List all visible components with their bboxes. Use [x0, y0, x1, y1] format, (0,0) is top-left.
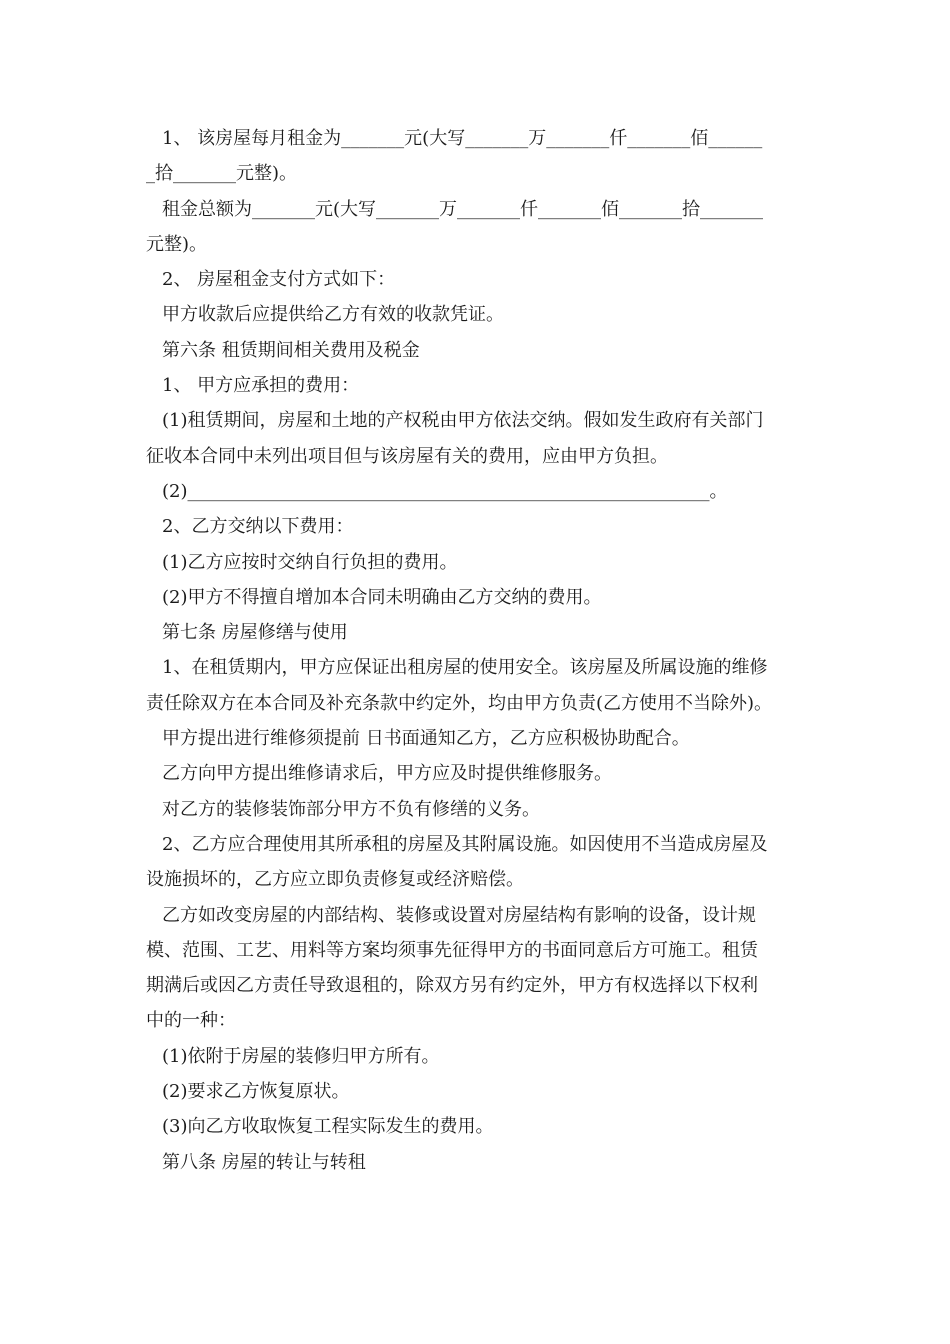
document-body — [146, 121, 812, 1180]
text-line: 第七条 房屋修缮与使用 — [162, 622, 348, 644]
text-line: 第六条 租赁期间相关费用及税金 — [162, 339, 420, 361]
text-line: 1、 该房屋每月租金为_______元(大写_______万_______仟_______佰______ — [162, 128, 763, 149]
text-line: 模、范围、工艺、用料等方案均须事先征得甲方的书面同意后方可施工。租赁 — [146, 939, 758, 961]
text-line: (2)甲方不得擅自增加本合同未明确由乙方交纳的费用。 — [162, 586, 602, 608]
text-line: 第八条 房屋的转让与转租 — [162, 1151, 366, 1173]
text-line: 2、乙方交纳以下费用： — [162, 516, 354, 538]
text-line: 2、 房屋租金支付方式如下： — [162, 269, 396, 291]
text-line: 中的一种： — [146, 1010, 236, 1032]
text-line: 甲方收款后应提供给乙方有效的收款凭证。 — [162, 304, 504, 326]
text-line: 责任除双方在本合同及补充条款中约定外，均由甲方负责(乙方使用不当除外)。 — [146, 692, 773, 714]
text-line: 征收本合同中未列出项目但与该房屋有关的费用，应由甲方负担。 — [146, 445, 668, 467]
text-line: 对乙方的装修装饰部分甲方不负有修缮的义务。 — [162, 798, 540, 820]
text-line: 2、乙方应合理使用其所承租的房屋及其附属设施。如因使用不当造成房屋及 — [162, 833, 768, 855]
text-line: 设施损坏的，乙方应立即负责修复或经济赔偿。 — [146, 869, 524, 891]
text-line: (2)__________________________________________________________。 — [162, 480, 728, 502]
text-line: 乙方如改变房屋的内部结构、装修或设置对房屋结构有影响的设备，设计规 — [162, 904, 756, 926]
text-line: 乙方向甲方提出维修请求后，甲方应及时提供维修服务。 — [162, 763, 612, 785]
text-line: 甲方提出进行维修须提前 日书面通知乙方，乙方应积极协助配合。 — [162, 728, 690, 750]
text-line: 1、在租赁期内，甲方应保证出租房屋的使用安全。该房屋及所属设施的维修 — [162, 657, 768, 679]
text-line: (2)要求乙方恢复原状。 — [162, 1081, 350, 1103]
text-line: (1)依附于房屋的装修归甲方所有。 — [162, 1045, 440, 1067]
text-line: 期满后或因乙方责任导致退租的，除双方另有约定外，甲方有权选择以下权利 — [146, 975, 758, 997]
text-line: 租金总额为_______元(大写_______万_______仟_______佰_______拾_______ — [162, 198, 764, 220]
text-line: 1、 甲方应承担的费用： — [162, 375, 360, 397]
text-line: (1)租赁期间，房屋和土地的产权税由甲方依法交纳。假如发生政府有关部门 — [162, 410, 764, 432]
text-line: 元整)。 — [146, 233, 208, 255]
text-line: (1)乙方应按时交纳自行负担的费用。 — [162, 551, 458, 573]
text-line: (3)向乙方收取恢复工程实际发生的费用。 — [162, 1116, 494, 1138]
text-line: _拾_______元整)。 — [146, 163, 298, 185]
